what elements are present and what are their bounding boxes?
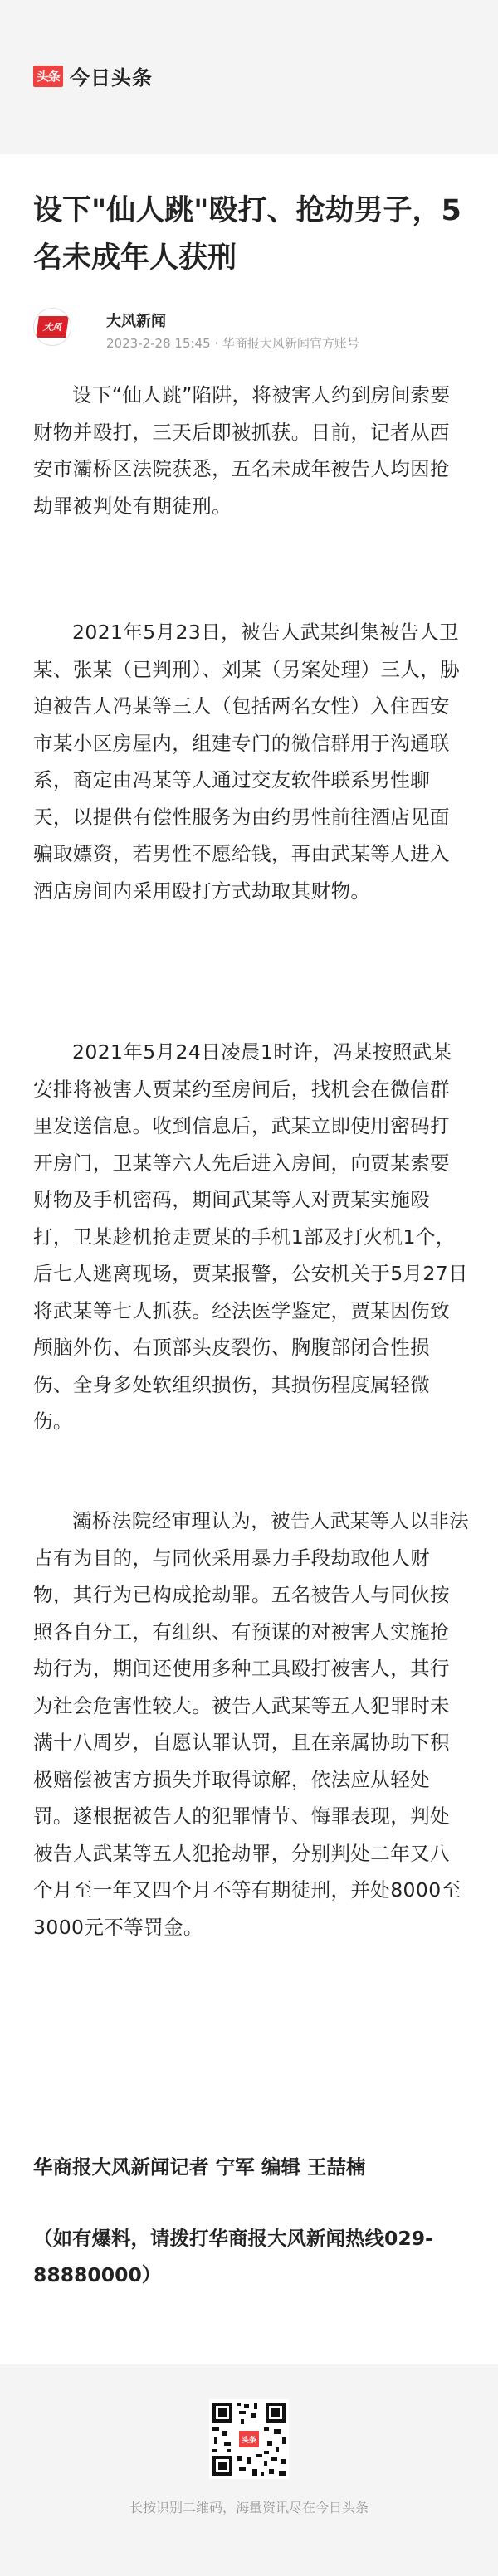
paragraph-4: 灞桥法院经审理认为，被告人武某等人以非法占有为目的，与同伙采用暴力手段劫取他人财物，其行为已构成抢劫罪。五名被告人与同伙按照各自分工，有组织、有预谋的对被害人实施抢劫行为，期间还使用多种工具殴打被害人，其行为社会危害性较大。被告人武某等五人犯罪时未满十八周岁，自愿认罪认罚，且在亲属协助下积极赔偿被害方损失并取得谅解，依法应从轻处罚。遂根据被告人的犯罪情节、悔罪表现，判处被告人武某等五人犯抢劫罪，分别判处二年又八个月至一年又四个月不等有期徒刑，并处8000至3000元不等罚金。 xyxy=(33,1509,469,1939)
article-body xyxy=(0,154,498,2364)
paragraph-2: 2021年5月23日，被告人武某纠集被告人卫某、张某（已判刑）、刘某（另案处理）三人，胁迫被告人冯某等三人（包括两名女性）入住西安市某小区房屋内，组建专门的微信群用于沟通联系，商定由冯某等人通过交友软件联系男性聊天，以提供有偿性服务为由约男性前往酒店见面骗取嫖资，若男性不愿给钱，再由武某等人进入酒店房间内采用殴打方式劫取其财物。 xyxy=(33,621,461,903)
author-avatar[interactable] xyxy=(33,308,71,346)
hotline-note: （如有爆料，请拨打华商报大风新闻热线029-88880000） xyxy=(33,2227,433,2286)
qr-code[interactable] xyxy=(209,2399,289,2479)
footer-caption: 长按识别二维码，海量资讯尽在今日头条 xyxy=(129,2500,369,2515)
toutiao-badge-icon: 头条 xyxy=(239,2431,259,2447)
app-logo[interactable] xyxy=(33,61,153,90)
reporter-credit: 华商报大风新闻记者 宁军 编辑 王喆楠 xyxy=(33,2155,366,2179)
author-name[interactable]: 大风新闻 xyxy=(106,313,166,330)
publish-meta: 2023-2-28 15:45 · 华商报大风新闻官方账号 xyxy=(106,336,359,351)
app-name: 今日头条 xyxy=(70,66,153,90)
dafeng-logo-icon: 大风 xyxy=(36,316,69,338)
article-title: 设下"仙人跳"殴打、抢劫男子，5名未成年人获刑 xyxy=(33,194,461,275)
toutiao-logo-icon: 头条 xyxy=(33,66,63,87)
app-header xyxy=(0,0,498,154)
paragraph-3: 2021年5月24日凌晨1时许，冯某按照武某安排将被害人贾某约至房间后，找机会在微信群里发送信息。收到信息后，武某立即使用密码打开房门，卫某等六人先后进入房间，向贾某索要财物及手机密码，期间武某等人对贾某实施殴打，卫某趁机抢走贾某的手机1部及打火机1个，后七人逃离现场，贾某报警，公安机关于5月27日将武某等七人抓获。经法医学鉴定，贾某因伤致颅脑外伤、右顶部头皮裂伤、胸腹部闭合性损伤、全身多处软组织损伤，其损伤程度属轻微伤。 xyxy=(33,1040,469,1433)
paragraph-1: 设下“仙人跳”陷阱，将被害人约到房间索要财物并殴打，三天后即被抓获。日前，记者从西安市灞桥区法院获悉，五名未成年被告人均因抢劫罪被判处有期徒刑。 xyxy=(33,383,451,518)
page-footer xyxy=(0,2364,498,2576)
